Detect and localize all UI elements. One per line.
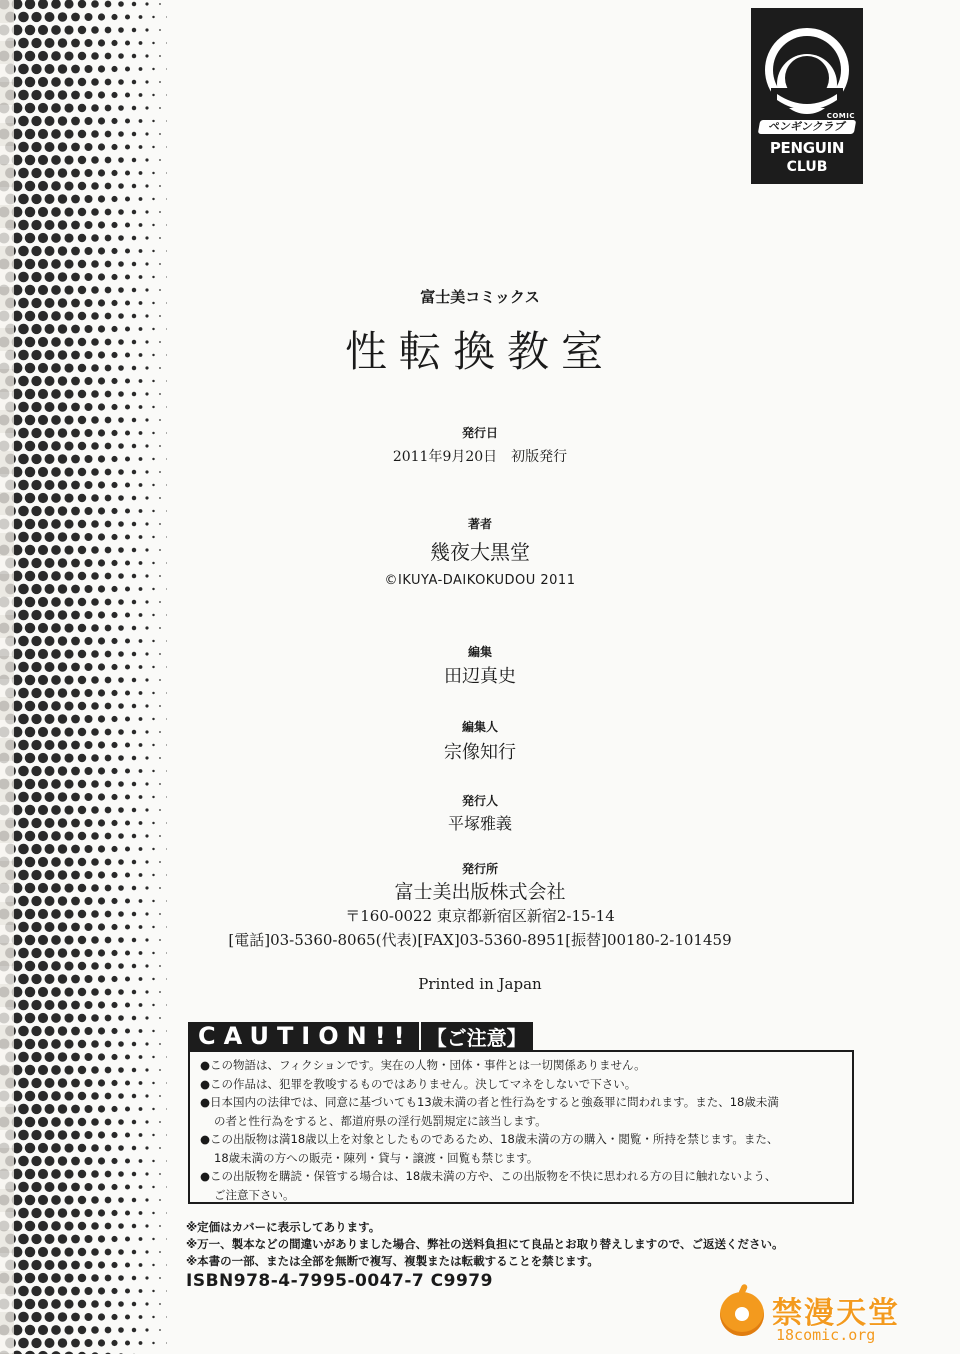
caution-item: ●日本国内の法律では、同意に基づいても13歳未満の者と性行為をすると強姦罪に問われます。また、18歳未満 — [200, 1095, 779, 1109]
publishing-office-label: 発行所 — [461, 862, 498, 876]
author-name: 幾夜大黒堂 — [430, 540, 530, 564]
caution-item: ●この出版物を購読・保管する場合は、18歳未満の方や、この出版物を不快に思われる方の目に触れないよう、 — [200, 1169, 777, 1183]
logo-comic-text: COMIC — [826, 112, 855, 120]
editorial-name: 宗像知行 — [444, 742, 516, 763]
printed-in-japan: Printed in Japan — [418, 975, 542, 993]
logo-club-text: CLUB — [786, 159, 828, 175]
caution-heading-jp: 【ご注意】 — [419, 1022, 533, 1052]
editor-label: 編集 — [467, 645, 492, 659]
footer-note-copying: ※本書の一部、または全部を無断で複写、複製または転載することを禁じます。 — [186, 1254, 599, 1268]
publisher-name: 平塚雅義 — [447, 814, 512, 833]
footer-note-price: ※定価はカバーに表示してあります。 — [186, 1220, 381, 1234]
watermark-mascot-icon — [720, 1292, 764, 1336]
isbn-code: ISBN978-4-7995-0047-7 C9979 — [186, 1271, 493, 1291]
publish-date-label: 発行日 — [461, 426, 498, 440]
watermark-text: 禁漫天堂 — [772, 1296, 900, 1331]
caution-item: ●この物語は、フィクションです。実在の人物・団体・事件とは一切関係ありません。 — [200, 1058, 646, 1072]
caution-box — [188, 1050, 854, 1204]
caution-item-continued: の者と性行為をすると、都道府県の淫行処罰規定に該当します。 — [214, 1113, 547, 1128]
halftone-dot-strip — [0, 0, 180, 1354]
caution-item: ●この作品は、犯罪を教唆するものではありません。決してマネをしないで下さい。 — [200, 1076, 637, 1091]
publish-date-value: 2011年9月20日 初版発行 — [392, 449, 568, 465]
editorial-label: 編集人 — [461, 720, 498, 734]
publishing-company: 富士美出版株式会社 — [394, 881, 566, 903]
watermark — [712, 1280, 952, 1350]
caution-item: ●この出版物は満18歳以上を対象としたものであるため、18歳未満の方の購入・閲覧・所持を禁じます。また、 — [200, 1132, 779, 1146]
logo-kana-text: ペンギンクラブ — [758, 120, 856, 134]
caution-header — [188, 1022, 533, 1052]
caution-item-continued: 18歳未満の方への販売・陳列・貸与・譲渡・回覧も禁じます。 — [214, 1150, 539, 1165]
copyright-line: ©IKUYA-DAIKOKUDOU 2011 — [384, 573, 576, 588]
caution-item-continued: ご注意下さい。 — [214, 1187, 295, 1202]
company-contact-numbers: [電話]03-5360-8065(代表)[FAX]03-5360-8951[振替]00180-2-101459 — [228, 931, 732, 949]
watermark-url: 18comic.org — [776, 1326, 876, 1344]
footer-note-replacement: ※万一、製本などの間違いがありました場合、弊社の送料負担にて良品とお取り替えしますので、ご返送ください。 — [186, 1237, 784, 1251]
editor-name: 田辺真史 — [444, 666, 516, 687]
penguin-club-logo — [751, 8, 863, 184]
logo-penguin-text: PENGUIN — [769, 139, 845, 157]
series-name: 富士美コミックス — [420, 288, 540, 306]
author-label: 著者 — [467, 517, 492, 531]
book-title: 性転換教室 — [344, 327, 615, 376]
penguin-emblem-icon — [751, 8, 863, 184]
company-address: 〒160-0022 東京都新宿区新宿2-15-14 — [345, 907, 615, 925]
caution-heading: CAUTION!! — [188, 1022, 419, 1052]
torn-page-edge — [0, 0, 14, 1354]
publisher-label: 発行人 — [461, 794, 498, 808]
